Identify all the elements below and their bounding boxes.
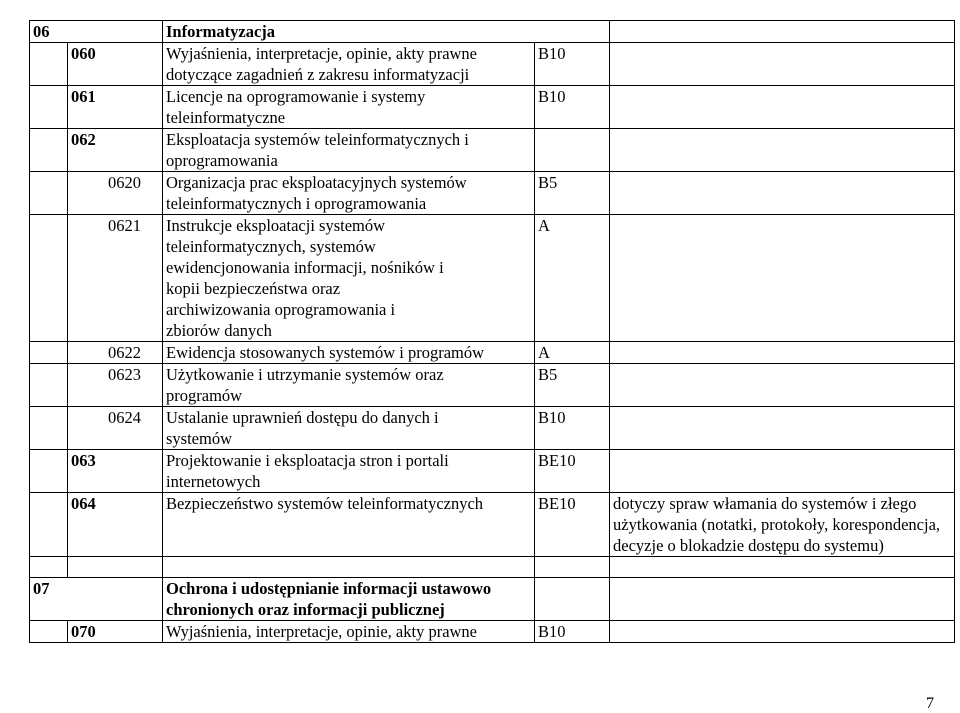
row-code: 070 — [68, 621, 163, 643]
table-row — [30, 342, 955, 364]
row-category: B10 — [535, 43, 610, 86]
section-header-row — [30, 578, 955, 621]
row-category: BE10 — [535, 450, 610, 493]
section-title: Informatyzacja — [163, 21, 610, 43]
section-code: 07 — [30, 578, 163, 621]
row-note — [610, 172, 955, 215]
row-code: 063 — [68, 450, 163, 493]
row-description: Instrukcje eksploatacji systemów teleinformatycznych, systemów ewidencjonowania informacji, nośników i kopii bezpieczeństwa oraz archiwizowania oprogramowania i zbiorów danych — [163, 215, 535, 342]
row-description: Wyjaśnienia, interpretacje, opinie, akty prawne — [163, 621, 535, 643]
classification-table — [29, 20, 955, 643]
row-description: Użytkowanie i utrzymanie systemów oraz programów — [163, 364, 535, 407]
page-number: 7 — [926, 695, 934, 712]
row-note — [610, 364, 955, 407]
row-code: 061 — [68, 86, 163, 129]
row-category: A — [535, 342, 610, 364]
row-code: 060 — [68, 43, 163, 86]
notes-cell — [610, 21, 955, 43]
row-category — [535, 129, 610, 172]
table-row — [30, 86, 955, 129]
row-note — [610, 86, 955, 129]
row-note — [610, 342, 955, 364]
row-note — [610, 215, 955, 342]
row-note — [610, 621, 955, 643]
row-subcode: 0622 — [68, 342, 163, 364]
section-code: 06 — [30, 21, 163, 43]
table-row — [30, 129, 955, 172]
row-description: Eksploatacja systemów teleinformatycznych i oprogramowania — [163, 129, 535, 172]
row-description: Bezpieczeństwo systemów teleinformatycznych — [163, 493, 535, 557]
row-subcode: 0623 — [68, 364, 163, 407]
row-subcode: 0624 — [68, 407, 163, 450]
table-row — [30, 493, 955, 557]
table-row — [30, 215, 955, 342]
row-code: 062 — [68, 129, 163, 172]
row-description: Ewidencja stosowanych systemów i programów — [163, 342, 535, 364]
row-note — [610, 407, 955, 450]
row-description: Wyjaśnienia, interpretacje, opinie, akty prawne dotyczące zagadnień z zakresu informatyzacji — [163, 43, 535, 86]
row-category: B5 — [535, 364, 610, 407]
row-description: Licencje na oprogramowanie i systemy teleinformatyczne — [163, 86, 535, 129]
table-row — [30, 172, 955, 215]
spacer-row — [30, 557, 955, 578]
row-code: 064 — [68, 493, 163, 557]
table-row — [30, 364, 955, 407]
row-note — [610, 450, 955, 493]
table-row — [30, 621, 955, 643]
row-category: B10 — [535, 407, 610, 450]
row-category: B10 — [535, 86, 610, 129]
row-category: B5 — [535, 172, 610, 215]
row-note — [610, 43, 955, 86]
row-subcode: 0621 — [68, 215, 163, 342]
table-row — [30, 407, 955, 450]
row-subcode: 0620 — [68, 172, 163, 215]
table-row — [30, 450, 955, 493]
row-category: B10 — [535, 621, 610, 643]
row-note: dotyczy spraw włamania do systemów i złego użytkowania (notatki, protokoły, korespondencja, decyzje o blokadzie dostępu do systemu) — [610, 493, 955, 557]
row-category: A — [535, 215, 610, 342]
section-header-row — [30, 21, 955, 43]
notes-cell — [610, 578, 955, 621]
row-description: Projektowanie i eksploatacja stron i portali internetowych — [163, 450, 535, 493]
section-title: Ochrona i udostępnianie informacji ustawowo chronionych oraz informacji publicznej — [163, 578, 535, 621]
row-category: BE10 — [535, 493, 610, 557]
table-row — [30, 43, 955, 86]
row-description: Ustalanie uprawnień dostępu do danych i systemów — [163, 407, 535, 450]
row-note — [610, 129, 955, 172]
row-description: Organizacja prac eksploatacyjnych systemów teleinformatycznych i oprogramowania — [163, 172, 535, 215]
